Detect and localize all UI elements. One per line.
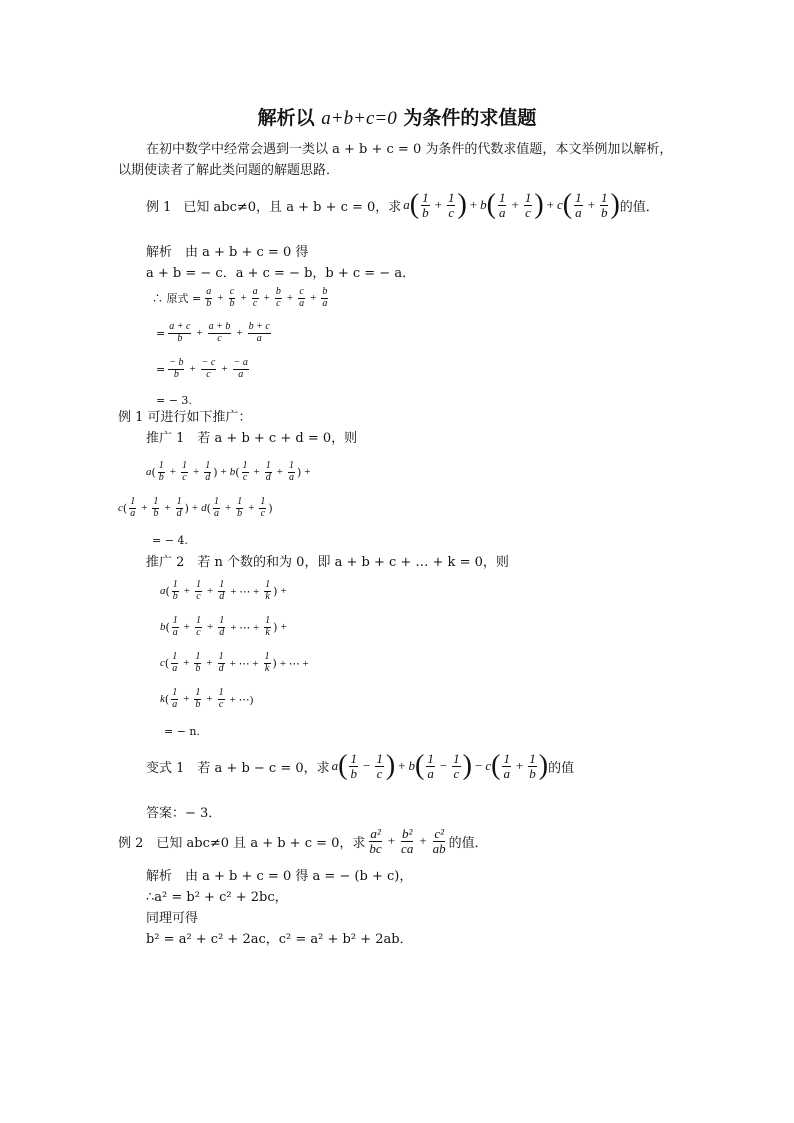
generalization-1-line-2: c ( 1 a + $\frac{1}{b}$ + $\frac{1}{d}$ ) + d ( 1 a + $\frac{1}{b}$ + $\frac{1}{c}$ ) bbox=[118, 496, 273, 519]
example-2-solution-3: 同理可得 bbox=[146, 911, 199, 926]
generalization-1-result: = − 4. bbox=[152, 534, 188, 547]
solution-1-step-3: = $\frac{- b}{b}$ + $\frac{- c}{c}$ + $\frac{- a}{a}$ bbox=[156, 357, 248, 380]
example-1-condition: 已知 abc≠0，且 a + b + c = 0，求 bbox=[183, 199, 402, 215]
generalization-2-line-4: k ( 1 a + $\frac{1}{b}$ + $\frac{1}{c}$ + ⋯) bbox=[160, 687, 254, 710]
example-1-label: 例 1 bbox=[146, 199, 172, 215]
generalization-1: 推广 1 若 a + b + c + d = 0，则 bbox=[146, 431, 358, 446]
solution-1-step-2: = $\frac{a + c}{b}$ + $\frac{a + b}{c}$ + $\frac{b + c}{a}$ bbox=[156, 321, 270, 344]
generalization-1-line-1: a ( 1 b + $\frac{1}{c}$ + $\frac{1}{d}$ ) + b ( 1 c + $\frac{1}{d}$ + $\frac{1}{a}$ ) + bbox=[146, 460, 311, 483]
variant-1-answer: 答案：− 3． bbox=[146, 806, 222, 821]
variant-1: 变式 1 若 a + b − c = 0，求 a ( 1 b − $\frac{1}{c}$ ) + b ( 1 a − $\frac{1}{c}$ ) − c ( 1 a + $\frac{1}{b}$ ) 的值 bbox=[146, 750, 575, 782]
generalization-2-line-1: a ( 1 b + $\frac{1}{c}$ + $\frac{1}{d}$ + ⋯ + $\frac{1}{k}$ ) + bbox=[160, 579, 287, 602]
solution-1-line-1: 解析 由 a + b + c = 0 得 bbox=[146, 245, 309, 260]
example-1: 例 1 已知 abc≠0，且 a + b + c = 0，求 a ( 1 b + $\frac{1}{c}$ ) + b ( 1 a + $\frac{1}{c}$ ) + c ( 1 a + $\frac{1}{b}$ ) 的值． bbox=[146, 189, 659, 221]
example-2: 例 2 已知 abc≠0 且 a + b + c = 0，求 a² bc + $\frac{\text{b²}}{ca}$ + $\frac{\text{c²}}{ab}$ 的值． bbox=[118, 826, 488, 856]
generalization-intro: 例 1 可进行如下推广： bbox=[118, 410, 252, 425]
example-1-tail: 的值． bbox=[619, 199, 659, 215]
generalization-2-line-2: b ( 1 a + $\frac{1}{c}$ + $\frac{1}{d}$ + ⋯ + $\frac{1}{k}$ ) + bbox=[160, 615, 287, 638]
example-2-solution-1: 解析 由 a + b + c = 0 得 a = − (b + c)， bbox=[146, 869, 413, 884]
solution-1-result: = − 3. bbox=[156, 394, 192, 407]
intro-line-1: 在初中数学中经常会遇到一类以 a + b + c = 0 为条件的代数求值题，本文举例加以解析， bbox=[146, 142, 673, 157]
page-title: 解析以 a+b+c=0 为条件的求值题 bbox=[257, 107, 537, 129]
solution-1-line-2: a + b = − c．a + c = − b，b + c = − a． bbox=[146, 266, 416, 281]
generalization-2-result: = − n. bbox=[164, 725, 201, 738]
example-2-solution-4: b² = a² + c² + 2ac，c² = a² + b² + 2ab． bbox=[146, 932, 413, 947]
intro-line-2: 以期使读者了解此类问题的解题思路． bbox=[118, 163, 340, 178]
example-2-solution-2: ∴a² = b² + c² + 2bc， bbox=[146, 890, 288, 905]
generalization-2-line-3: c ( 1 a + $\frac{1}{b}$ + $\frac{1}{d}$ + ⋯ + $\frac{1}{k}$ ) + ⋯ + bbox=[160, 651, 309, 674]
generalization-2: 推广 2 若 n 个数的和为 0，即 a + b + c + … + k = 0，则 bbox=[146, 555, 509, 570]
solution-1-step-1: ∴ 原式 = $\frac{a}{b}$ + $\frac{c}{b}$ + $\frac{a}{c}$ + $\frac{b}{c}$ + $\frac{c}{a}$ + $\frac{b}{a}$ bbox=[152, 286, 328, 309]
